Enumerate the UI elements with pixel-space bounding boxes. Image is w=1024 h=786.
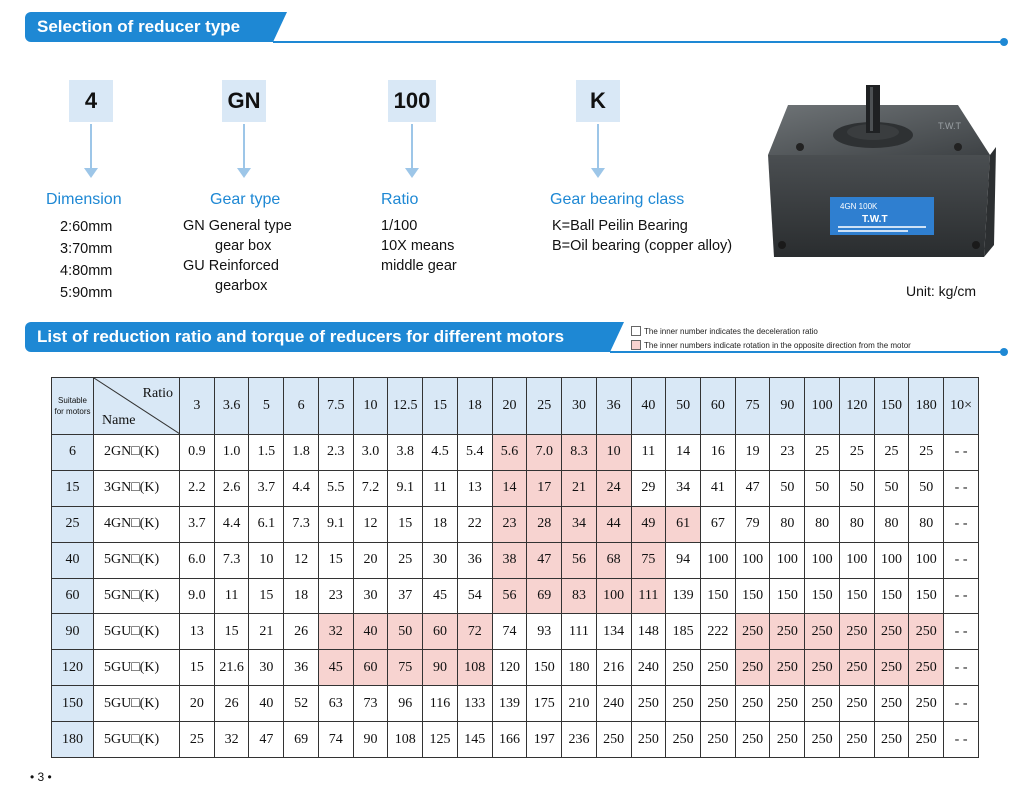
ratio-header-cell: 15 xyxy=(423,378,458,435)
motor-torque-cell: 90 xyxy=(52,614,94,650)
torque-value-cell: 52 xyxy=(284,686,319,722)
torque-value-cell: 250 xyxy=(770,614,805,650)
torque-value-cell: 45 xyxy=(318,650,353,686)
torque-value-cell: 100 xyxy=(596,578,631,614)
legend-swatch-pink xyxy=(631,340,641,350)
torque-value-cell: 12 xyxy=(353,506,388,542)
ratio-header-cell: 10 xyxy=(353,378,388,435)
reducer-name-cell: 5GU□(K) xyxy=(94,614,180,650)
motor-torque-cell: 180 xyxy=(52,722,94,758)
torque-value-cell: 250 xyxy=(735,686,770,722)
torque-value-cell: 40 xyxy=(353,614,388,650)
torque-value-cell: 250 xyxy=(770,650,805,686)
torque-value-cell: 90 xyxy=(423,650,458,686)
torque-value-cell: 6.0 xyxy=(180,542,215,578)
torque-value-cell: 10 xyxy=(249,542,284,578)
torque-value-cell: 3.8 xyxy=(388,435,423,471)
torque-value-cell: 250 xyxy=(631,686,666,722)
code-dimension: 4 xyxy=(69,80,113,122)
legend-plain: The inner number indicates the deceleration ratio xyxy=(631,326,818,337)
torque-value-cell: 21 xyxy=(562,470,597,506)
ratio-label: Ratio xyxy=(142,386,173,401)
torque-value-cell: 1.5 xyxy=(249,435,284,471)
torque-value-cell: 50 xyxy=(388,614,423,650)
torque-value-cell: 21 xyxy=(249,614,284,650)
torque-value-cell: 7.0 xyxy=(527,435,562,471)
table-row xyxy=(52,614,979,650)
torque-value-cell: 250 xyxy=(909,614,944,650)
torque-value-cell: 1.8 xyxy=(284,435,319,471)
torque-value-cell: 134 xyxy=(596,614,631,650)
torque-value-cell: 166 xyxy=(492,722,527,758)
suitable-motors-header: Suitable for motors xyxy=(52,378,94,435)
torque-value-cell: 250 xyxy=(874,686,909,722)
unit-label: Unit: kg/cm xyxy=(906,283,977,299)
ratio-header-cell: 90 xyxy=(770,378,805,435)
torque-value-cell: 108 xyxy=(388,722,423,758)
torque-value-cell: 60 xyxy=(423,614,458,650)
torque-value-cell: 250 xyxy=(631,722,666,758)
torque-value-cell: 111 xyxy=(631,578,666,614)
torque-value-cell: 38 xyxy=(492,542,527,578)
torque-value-cell: 67 xyxy=(701,506,736,542)
torque-value-cell: 2.3 xyxy=(318,435,353,471)
torque-value-cell: 80 xyxy=(874,506,909,542)
torque-value-cell: 133 xyxy=(457,686,492,722)
motor-torque-cell: 40 xyxy=(52,542,94,578)
arrow-down-icon xyxy=(243,124,245,170)
torque-value-cell: 15 xyxy=(388,506,423,542)
torque-value-cell: 250 xyxy=(701,686,736,722)
torque-value-cell: 47 xyxy=(527,542,562,578)
arrow-down-icon xyxy=(597,124,599,170)
table-row xyxy=(52,506,979,542)
torque-value-cell: 250 xyxy=(805,650,840,686)
torque-value-cell: 150 xyxy=(839,578,874,614)
torque-value-cell: 250 xyxy=(839,614,874,650)
torque-value-cell: 250 xyxy=(909,686,944,722)
gear-motor-photo xyxy=(758,85,998,263)
table-row xyxy=(52,542,979,578)
table-header-row xyxy=(52,378,979,435)
ratio-header-cell: 30 xyxy=(562,378,597,435)
torque-value-cell: 150 xyxy=(805,578,840,614)
torque-value-cell: 0.9 xyxy=(180,435,215,471)
motor-torque-cell: 60 xyxy=(52,578,94,614)
ratio-header-cell: 12.5 xyxy=(388,378,423,435)
torque-value-cell: 94 xyxy=(666,542,701,578)
reducer-name-cell: 5GU□(K) xyxy=(94,686,180,722)
torque-value-cell: 25 xyxy=(874,435,909,471)
torque-value-cell: 9.0 xyxy=(180,578,215,614)
torque-value-cell: 68 xyxy=(596,542,631,578)
torque-value-cell: 30 xyxy=(423,542,458,578)
ratio-header-cell: 150 xyxy=(874,378,909,435)
torque-value-cell: 100 xyxy=(839,542,874,578)
torque-value-cell: 25 xyxy=(180,722,215,758)
torque-value-cell: 74 xyxy=(492,614,527,650)
torque-value-cell: 250 xyxy=(596,722,631,758)
torque-value-cell: 40 xyxy=(249,686,284,722)
torque-value-cell: 11 xyxy=(214,578,249,614)
torque-value-cell: 10 xyxy=(596,435,631,471)
torque-value-cell: 49 xyxy=(631,506,666,542)
reducer-name-cell: 2GN□(K) xyxy=(94,435,180,471)
torque-value-cell: 50 xyxy=(805,470,840,506)
page-number: • 3 • xyxy=(30,770,52,784)
torque-value-cell: 50 xyxy=(770,470,805,506)
torque-value-cell: 30 xyxy=(353,578,388,614)
torque-value-cell: 73 xyxy=(353,686,388,722)
torque-value-cell: 21.6 xyxy=(214,650,249,686)
torque-value-cell: 34 xyxy=(666,470,701,506)
torque-value-cell: 175 xyxy=(527,686,562,722)
torque-value-cell: 24 xyxy=(596,470,631,506)
torque-value-cell: 69 xyxy=(284,722,319,758)
torque-value-cell: 5.6 xyxy=(492,435,527,471)
torque-value-cell: 3.7 xyxy=(180,506,215,542)
name-label: Name xyxy=(102,413,136,428)
legend-swatch-white xyxy=(631,326,641,336)
torque-value-cell: 216 xyxy=(596,650,631,686)
torque-value-cell: 100 xyxy=(735,542,770,578)
torque-value-cell: 72 xyxy=(457,614,492,650)
motor-torque-cell: 120 xyxy=(52,650,94,686)
torque-value-cell: 56 xyxy=(492,578,527,614)
torque-value-cell: 90 xyxy=(353,722,388,758)
divider-end-dot xyxy=(1000,348,1008,356)
torque-value-cell: 250 xyxy=(805,722,840,758)
reducer-name-cell: 5GN□(K) xyxy=(94,542,180,578)
torque-value-cell: 150 xyxy=(735,578,770,614)
torque-value-cell: 13 xyxy=(180,614,215,650)
table-row xyxy=(52,435,979,471)
torque-value-cell: 5.5 xyxy=(318,470,353,506)
reducer-name-cell: 3GN□(K) xyxy=(94,470,180,506)
reducer-name-cell: 5GU□(K) xyxy=(94,650,180,686)
torque-value-cell: 125 xyxy=(423,722,458,758)
torque-value-cell: 22 xyxy=(457,506,492,542)
ratio-header-cell: 36 xyxy=(596,378,631,435)
torque-value-cell: 32 xyxy=(214,722,249,758)
torque-value-cell: 250 xyxy=(701,722,736,758)
torque-value-cell: 111 xyxy=(562,614,597,650)
torque-value-cell: 116 xyxy=(423,686,458,722)
torque-value-cell: 80 xyxy=(805,506,840,542)
reducer-name-cell: 5GN□(K) xyxy=(94,578,180,614)
torque-value-cell: 44 xyxy=(596,506,631,542)
torque-value-cell: 100 xyxy=(770,542,805,578)
torque-value-cell: 148 xyxy=(631,614,666,650)
torque-value-cell: 23 xyxy=(318,578,353,614)
torque-value-cell: 19 xyxy=(735,435,770,471)
torque-value-cell: 47 xyxy=(735,470,770,506)
torque-value-cell: 250 xyxy=(874,614,909,650)
torque-value-cell: 250 xyxy=(666,722,701,758)
torque-value-cell: - - xyxy=(944,722,979,758)
torque-value-cell: 8.3 xyxy=(562,435,597,471)
ratio-header-cell: 40 xyxy=(631,378,666,435)
motor-torque-cell: 15 xyxy=(52,470,94,506)
torque-value-cell: 100 xyxy=(701,542,736,578)
torque-value-cell: 28 xyxy=(527,506,562,542)
torque-value-cell: 20 xyxy=(180,686,215,722)
torque-value-cell: 50 xyxy=(874,470,909,506)
arrow-down-icon xyxy=(411,124,413,170)
svg-text:4GN 100K: 4GN 100K xyxy=(840,202,878,211)
section-divider xyxy=(273,41,1005,43)
torque-value-cell: 25 xyxy=(388,542,423,578)
torque-value-cell: 7.3 xyxy=(284,506,319,542)
torque-value-cell: 250 xyxy=(874,722,909,758)
ratio-header-cell: 20 xyxy=(492,378,527,435)
torque-value-cell: 120 xyxy=(492,650,527,686)
torque-value-cell: 16 xyxy=(701,435,736,471)
torque-value-cell: 14 xyxy=(492,470,527,506)
torque-value-cell: 185 xyxy=(666,614,701,650)
torque-value-cell: - - xyxy=(944,506,979,542)
gear-type-options: GN General type gear box GU Reinforced gearbox xyxy=(183,218,292,294)
torque-value-cell: 139 xyxy=(492,686,527,722)
ratio-options: 1/100 10X means middle gear xyxy=(381,218,457,274)
torque-value-cell: 2.6 xyxy=(214,470,249,506)
table-row xyxy=(52,578,979,614)
motor-torque-cell: 150 xyxy=(52,686,94,722)
torque-value-cell: 26 xyxy=(284,614,319,650)
ratio-header-cell: 10× xyxy=(944,378,979,435)
section-title-reducer-type: Selection of reducer type xyxy=(25,12,273,42)
ratio-header-cell: 25 xyxy=(527,378,562,435)
torque-value-cell: 250 xyxy=(701,650,736,686)
table-row xyxy=(52,686,979,722)
torque-value-cell: 250 xyxy=(666,686,701,722)
torque-value-cell: 150 xyxy=(909,578,944,614)
ratio-header-cell: 75 xyxy=(735,378,770,435)
ratio-header-cell: 7.5 xyxy=(318,378,353,435)
torque-value-cell: 54 xyxy=(457,578,492,614)
torque-value-cell: 197 xyxy=(527,722,562,758)
torque-value-cell: - - xyxy=(944,686,979,722)
torque-value-cell: 139 xyxy=(666,578,701,614)
ratio-header-cell: 60 xyxy=(701,378,736,435)
torque-value-cell: 36 xyxy=(457,542,492,578)
torque-value-cell: 240 xyxy=(596,686,631,722)
heading-ratio: Ratio xyxy=(381,191,419,208)
torque-value-cell: - - xyxy=(944,578,979,614)
torque-value-cell: 34 xyxy=(562,506,597,542)
torque-value-cell: 25 xyxy=(909,435,944,471)
torque-value-cell: 2.2 xyxy=(180,470,215,506)
heading-bearing: Gear bearing class xyxy=(550,191,685,208)
torque-value-cell: 60 xyxy=(353,650,388,686)
torque-value-cell: 50 xyxy=(909,470,944,506)
torque-value-cell: 250 xyxy=(805,614,840,650)
torque-value-cell: 61 xyxy=(666,506,701,542)
torque-value-cell: 15 xyxy=(180,650,215,686)
torque-value-cell: 1.0 xyxy=(214,435,249,471)
reducer-name-cell: 5GU□(K) xyxy=(94,722,180,758)
torque-value-cell: 15 xyxy=(249,578,284,614)
arrow-down-icon xyxy=(90,124,92,170)
table-row xyxy=(52,650,979,686)
torque-value-cell: 18 xyxy=(423,506,458,542)
torque-value-cell: - - xyxy=(944,614,979,650)
torque-value-cell: - - xyxy=(944,542,979,578)
torque-value-cell: 11 xyxy=(423,470,458,506)
torque-value-cell: 250 xyxy=(805,686,840,722)
torque-value-cell: 150 xyxy=(701,578,736,614)
torque-value-cell: 30 xyxy=(249,650,284,686)
torque-value-cell: 74 xyxy=(318,722,353,758)
torque-value-cell: 18 xyxy=(284,578,319,614)
torque-value-cell: 236 xyxy=(562,722,597,758)
torque-value-cell: 250 xyxy=(839,650,874,686)
torque-value-cell: 25 xyxy=(805,435,840,471)
torque-value-cell: 250 xyxy=(735,614,770,650)
torque-value-cell: 29 xyxy=(631,470,666,506)
torque-value-cell: 250 xyxy=(839,686,874,722)
torque-value-cell: 80 xyxy=(909,506,944,542)
torque-value-cell: 222 xyxy=(701,614,736,650)
torque-value-cell: 17 xyxy=(527,470,562,506)
svg-text:T.W.T: T.W.T xyxy=(862,214,888,225)
torque-value-cell: 150 xyxy=(770,578,805,614)
torque-value-cell: 4.5 xyxy=(423,435,458,471)
torque-value-cell: 5.4 xyxy=(457,435,492,471)
torque-value-cell: 150 xyxy=(874,578,909,614)
torque-value-cell: 11 xyxy=(631,435,666,471)
torque-value-cell: 14 xyxy=(666,435,701,471)
torque-value-cell: 80 xyxy=(839,506,874,542)
code-bearing: K xyxy=(576,80,620,122)
torque-value-cell: 75 xyxy=(631,542,666,578)
motor-torque-cell: 6 xyxy=(52,435,94,471)
torque-value-cell: - - xyxy=(944,650,979,686)
torque-value-cell: 79 xyxy=(735,506,770,542)
torque-value-cell: 3.7 xyxy=(249,470,284,506)
torque-value-cell: 6.1 xyxy=(249,506,284,542)
torque-value-cell: 180 xyxy=(562,650,597,686)
torque-value-cell: 250 xyxy=(909,650,944,686)
torque-value-cell: 23 xyxy=(492,506,527,542)
bearing-options: K=Ball Peilin Bearing B=Oil bearing (copper alloy) xyxy=(552,218,733,254)
torque-value-cell: - - xyxy=(944,435,979,471)
torque-value-cell: 7.3 xyxy=(214,542,249,578)
torque-value-cell: 4.4 xyxy=(284,470,319,506)
ratio-header-cell: 50 xyxy=(666,378,701,435)
torque-value-cell: 250 xyxy=(839,722,874,758)
code-gear-type: GN xyxy=(222,80,266,122)
torque-value-cell: 108 xyxy=(457,650,492,686)
svg-text:T.W.T: T.W.T xyxy=(938,121,961,131)
divider-end-dot xyxy=(1000,38,1008,46)
torque-value-cell: 15 xyxy=(214,614,249,650)
ratio-header-cell: 3.6 xyxy=(214,378,249,435)
section-title-ratio-list: List of reduction ratio and torque of reducers for different motors xyxy=(25,322,610,352)
torque-value-cell: - - xyxy=(944,470,979,506)
torque-value-cell: 25 xyxy=(839,435,874,471)
torque-value-cell: 145 xyxy=(457,722,492,758)
torque-value-cell: 47 xyxy=(249,722,284,758)
torque-value-cell: 37 xyxy=(388,578,423,614)
ratio-header-cell: 180 xyxy=(909,378,944,435)
heading-gear-type: Gear type xyxy=(210,191,281,208)
ratio-header-cell: 6 xyxy=(284,378,319,435)
torque-value-cell: 4.4 xyxy=(214,506,249,542)
torque-value-cell: 150 xyxy=(527,650,562,686)
torque-value-cell: 45 xyxy=(423,578,458,614)
torque-value-cell: 250 xyxy=(770,722,805,758)
torque-value-cell: 69 xyxy=(527,578,562,614)
torque-value-cell: 32 xyxy=(318,614,353,650)
torque-value-cell: 210 xyxy=(562,686,597,722)
ratio-header-cell: 120 xyxy=(839,378,874,435)
torque-value-cell: 56 xyxy=(562,542,597,578)
heading-dimension: Dimension xyxy=(46,191,122,208)
section-divider xyxy=(610,351,1005,353)
torque-value-cell: 100 xyxy=(805,542,840,578)
motor-torque-cell: 25 xyxy=(52,506,94,542)
torque-value-cell: 240 xyxy=(631,650,666,686)
torque-value-cell: 23 xyxy=(770,435,805,471)
torque-value-cell: 250 xyxy=(874,650,909,686)
torque-value-cell: 7.2 xyxy=(353,470,388,506)
torque-value-cell: 20 xyxy=(353,542,388,578)
torque-value-cell: 13 xyxy=(457,470,492,506)
reducer-name-cell: 4GN□(K) xyxy=(94,506,180,542)
torque-value-cell: 96 xyxy=(388,686,423,722)
torque-value-cell: 83 xyxy=(562,578,597,614)
ratio-header-cell: 5 xyxy=(249,378,284,435)
legend-reverse: The inner numbers indicate rotation in the opposite direction from the motor xyxy=(631,340,911,351)
ratio-header-cell: 100 xyxy=(805,378,840,435)
torque-value-cell: 100 xyxy=(874,542,909,578)
torque-value-cell: 75 xyxy=(388,650,423,686)
torque-value-cell: 250 xyxy=(666,650,701,686)
ratio-header-cell: 3 xyxy=(180,378,215,435)
torque-value-cell: 250 xyxy=(909,722,944,758)
torque-value-cell: 250 xyxy=(735,722,770,758)
torque-value-cell: 15 xyxy=(318,542,353,578)
torque-value-cell: 3.0 xyxy=(353,435,388,471)
torque-value-cell: 250 xyxy=(770,686,805,722)
table-row xyxy=(52,722,979,758)
torque-value-cell: 26 xyxy=(214,686,249,722)
torque-value-cell: 93 xyxy=(527,614,562,650)
torque-value-cell: 250 xyxy=(735,650,770,686)
torque-value-cell: 63 xyxy=(318,686,353,722)
torque-value-cell: 9.1 xyxy=(388,470,423,506)
torque-value-cell: 50 xyxy=(839,470,874,506)
code-ratio: 100 xyxy=(388,80,436,122)
torque-value-cell: 100 xyxy=(909,542,944,578)
torque-value-cell: 9.1 xyxy=(318,506,353,542)
ratio-torque-table xyxy=(51,377,979,758)
dimension-options: 2:60mm 3:70mm 4:80mm 5:90mm xyxy=(60,219,113,301)
ratio-header-cell: 18 xyxy=(457,378,492,435)
torque-value-cell: 12 xyxy=(284,542,319,578)
torque-value-cell: 80 xyxy=(770,506,805,542)
torque-value-cell: 41 xyxy=(701,470,736,506)
table-row xyxy=(52,470,979,506)
ratio-name-header xyxy=(94,378,180,435)
torque-value-cell: 36 xyxy=(284,650,319,686)
